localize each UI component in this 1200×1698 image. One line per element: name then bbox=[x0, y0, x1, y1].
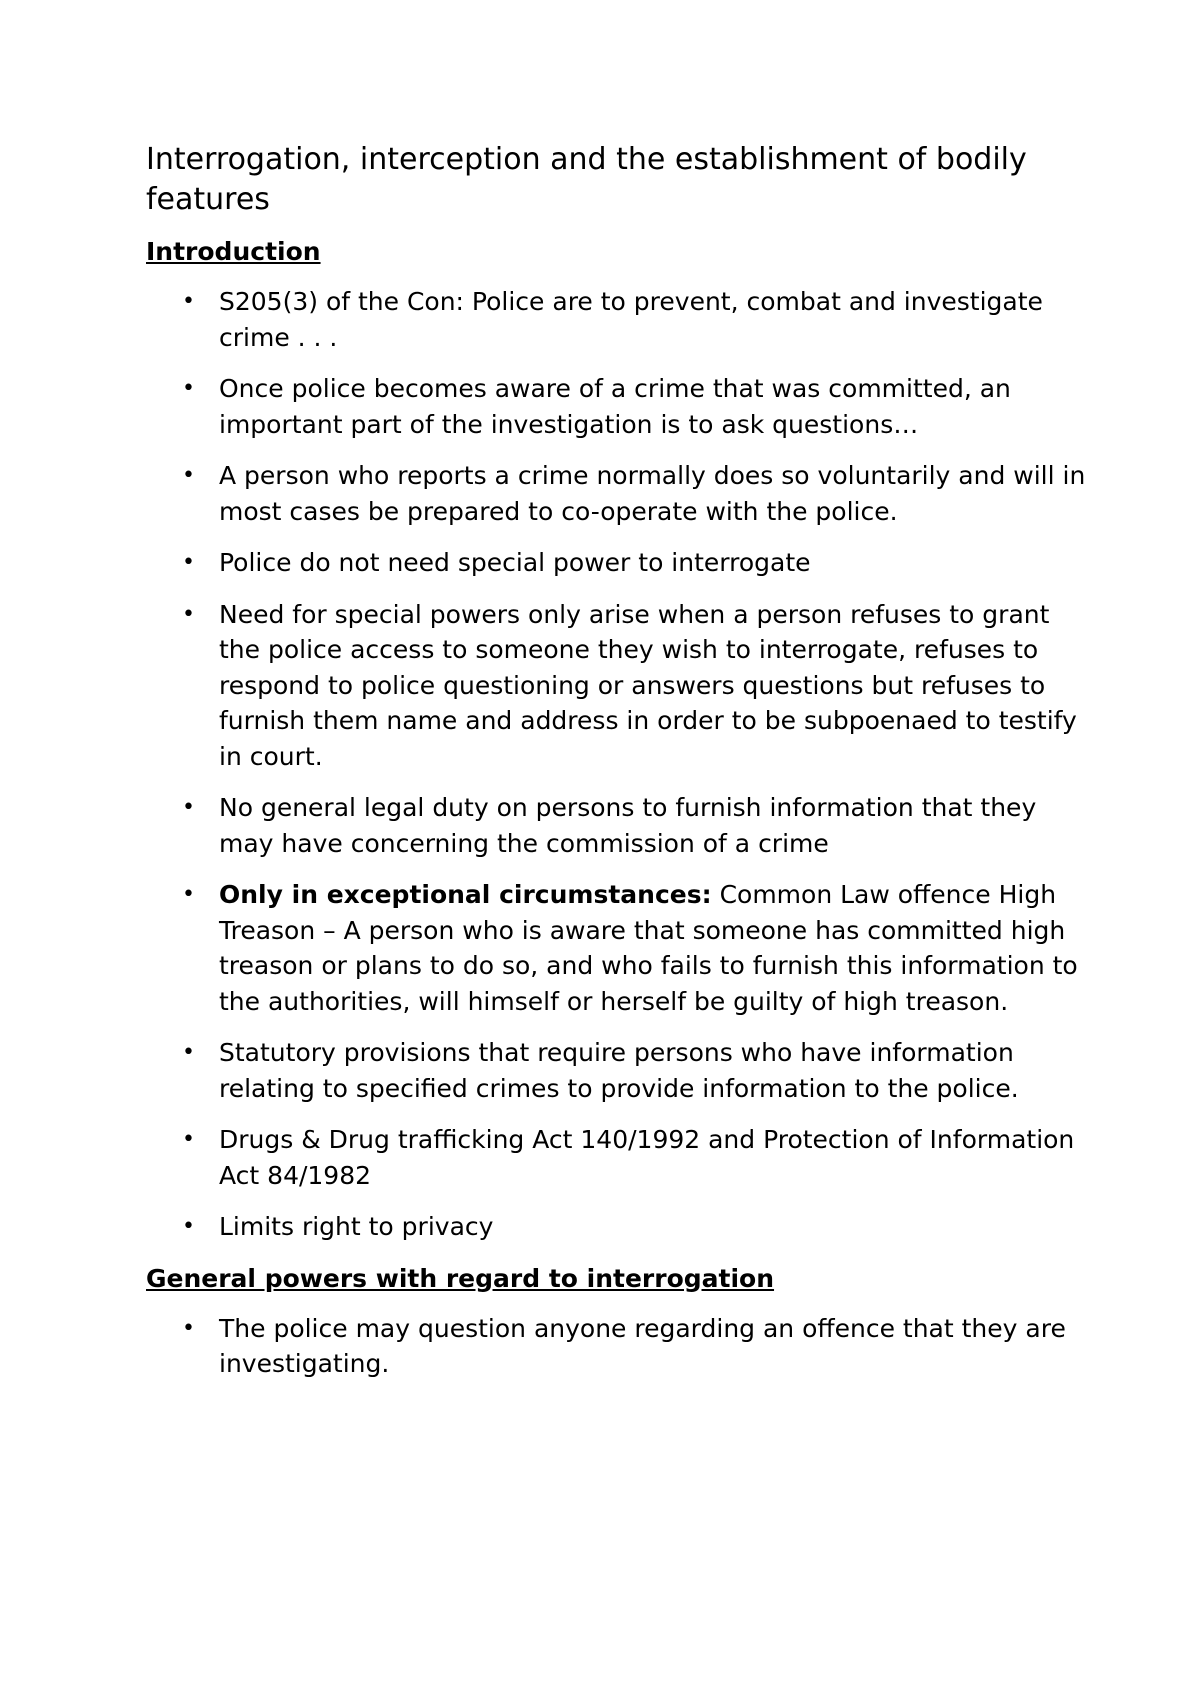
bullet-icon: • bbox=[182, 1040, 195, 1065]
bullet-icon: • bbox=[182, 795, 195, 820]
section-heading-general-powers: General powers with regard to interrogation bbox=[146, 1263, 775, 1293]
bullet-icon: • bbox=[182, 882, 195, 907]
list-item bbox=[146, 1209, 1086, 1245]
bullet-icon: • bbox=[182, 463, 195, 488]
list-item-text: Statutory provisions that require persons who have information relating to specified crimes to provide information to the police. bbox=[219, 1038, 1019, 1103]
general-powers-bullet-list bbox=[146, 1311, 1086, 1382]
bullet-icon: • bbox=[182, 550, 195, 575]
section-heading-introduction: Introduction bbox=[146, 237, 321, 266]
introduction-bullet-list bbox=[146, 284, 1086, 1245]
list-item bbox=[146, 1122, 1086, 1193]
bullet-icon: • bbox=[182, 601, 195, 627]
document-title: Interrogation, interception and the establishment of bodily features bbox=[146, 142, 1027, 217]
list-item-text: The police may question anyone regarding an offence that they are investigating. bbox=[219, 1313, 1066, 1378]
list-item-text: Need for special powers only arise when a person refuses to grant the police access to someone they wish to interrogate, refuses to respond to police questioning or answers questions but refuses to furnish them name and address in order to be subpoenaed to testify in court. bbox=[219, 599, 1077, 771]
list-item-text: No general legal duty on persons to furnish information that they may have concerning the commission of a crime bbox=[219, 793, 1037, 858]
list-item bbox=[146, 545, 1086, 581]
list-item bbox=[146, 1035, 1086, 1106]
list-item-text: S205(3) of the Con: Police are to prevent, combat and investigate crime . . . bbox=[219, 287, 1043, 352]
list-item bbox=[146, 1311, 1086, 1382]
bullet-icon: • bbox=[182, 1214, 195, 1239]
list-item-text: Once police becomes aware of a crime that was committed, an important part of the investigation is to ask questions… bbox=[219, 374, 1011, 439]
list-item bbox=[146, 877, 1086, 1019]
bullet-icon: • bbox=[182, 289, 195, 314]
list-item-bold-lead: Only in exceptional circumstances: bbox=[219, 880, 712, 909]
list-item-text: A person who reports a crime normally does so voluntarily and will in most cases be prepared to co-operate with the police. bbox=[219, 461, 1086, 526]
list-item bbox=[146, 790, 1086, 861]
list-item bbox=[146, 284, 1086, 355]
list-item bbox=[146, 597, 1086, 775]
list-item-text: Drugs & Drug trafficking Act 140/1992 and Protection of Information Act 84/1982 bbox=[219, 1125, 1075, 1190]
bullet-icon: • bbox=[182, 1315, 195, 1341]
bullet-icon: • bbox=[182, 1127, 195, 1152]
list-item-text: Police do not need special power to interrogate bbox=[219, 548, 811, 577]
list-item-text: Limits right to privacy bbox=[219, 1212, 494, 1241]
list-item-text: Common Law offence High Treason – A person who is aware that someone has committed high treason or plans to do so, and who fails to furnish this information to the authorities, will himself or herself be guilty of high treason. bbox=[219, 880, 1078, 1016]
bullet-icon: • bbox=[182, 376, 195, 401]
list-item bbox=[146, 458, 1086, 529]
list-item bbox=[146, 371, 1086, 442]
document-page bbox=[146, 140, 1086, 1398]
